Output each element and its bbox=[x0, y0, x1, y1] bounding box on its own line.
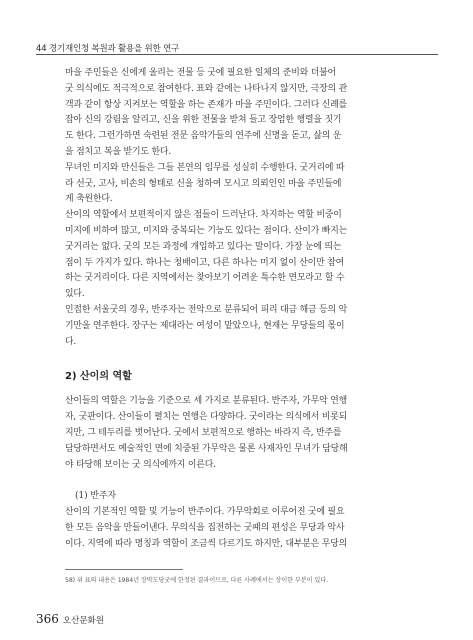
page-number: 366 bbox=[36, 612, 59, 626]
paragraph: 산이의 역할에서 보편적이지 않은 점들이 드러난다. 차지하는 역할 비중이 미지에 비하여 많고, 미지와 중복되는 기능도 있다는 점이다. 산이가 빠지는 굿거리는 없다. 굿의 모든 과정에 개입하고 있다는 말이다. 가장 눈에 띄는 점이 두 가지가 있다. 하나는 청배이고, 다른 하나는 미지 없이 산이만 참여 하는 굿거리이다. 다른 지역에서는 찾아보기 어려운 특수한 면모라고 할 수 있다. bbox=[65, 210, 348, 300]
footnote: 58) 위 표의 내용은 1984년 장막도당굿에 한정된 결과이므로, 다른 사례에서는 상이한 부분이 있다. bbox=[65, 577, 329, 584]
section-title: 2) 산이의 역할 bbox=[65, 371, 132, 383]
running-header bbox=[36, 38, 438, 56]
paragraph: 산이의 기본적인 역할 및 기능이 반주이다. 가무악회로 이루어진 굿에 필요 한 모든 음악을 만들어낸다. 무의식을 집전하는 굿패의 편성은 무당과 악사 이다. 지역에 따라 명칭과 역할이 조금씩 다르기도 하지만, 대부분은 무당의 bbox=[65, 507, 348, 549]
paragraph: 산이들의 역할은 기능을 기준으로 세 가지로 분류된다. 반주자, 가무악 연행 자, 굿판이다. 산이들이 펼치는 연행은 다양하다. 굿이라는 의식에서 비롯되 지만, 그 테두리를 벗어난다. 굿에서 보편적으로 행하는 바라지 즉, 반주를 담당하면서도 예술적인 면에 치중된 가무악은 물론 사재자인 무녀가 담당해 야 타당해 보이는 굿 의식에까지 이른다. bbox=[65, 396, 348, 470]
subsection-title: (1) 반주자 bbox=[75, 491, 117, 502]
paragraph: 마을 주민들은 신에게 올리는 전물 등 굿에 필요한 일체의 준비와 더불어 굿 의식에도 적극적으로 참여한다. 표와 같에는 나타나지 않지만, 극장의 관 객과 같이 항상 지켜보는 역할을 하는 존재가 마을 주민이다. 그러다 신례를 잡아 신의 강림을 알리고, 신을 위한 전물을 받쳐 들고 장엄한 행렬을 짓기 도 한다. 그런가하면 숙련된 전문 음악가들의 연주에 신명을 돋고, 삶의 운 을 점치고 복을 받기도 한다. bbox=[65, 68, 348, 157]
publication-title: 오산문화원 bbox=[62, 616, 104, 626]
header-text: 44 경기재인청 복원과 활용을 위한 연구 bbox=[36, 44, 180, 54]
paragraph: 인접한 서울굿의 경우, 반주자는 전악으로 분류되어 피리 대금 해금 등의 악 기만을 연주한다. 장구는 제대라는 여성이 맡았으나, 현재는 무당들의 몫이 다. bbox=[65, 304, 348, 347]
body-text bbox=[65, 66, 425, 553]
page-footer bbox=[36, 612, 104, 626]
paragraph: 무녀인 미지와 만신들은 그들 본연의 임무를 성실히 수행한다. 굿거리에 따 라 선굿, 고사, 비손의 형태로 신을 청하여 모시고 의뢰인인 마을 주민들에 게 축원한다. bbox=[65, 162, 345, 205]
header-rule bbox=[36, 54, 438, 55]
footnote-rule bbox=[65, 569, 183, 570]
